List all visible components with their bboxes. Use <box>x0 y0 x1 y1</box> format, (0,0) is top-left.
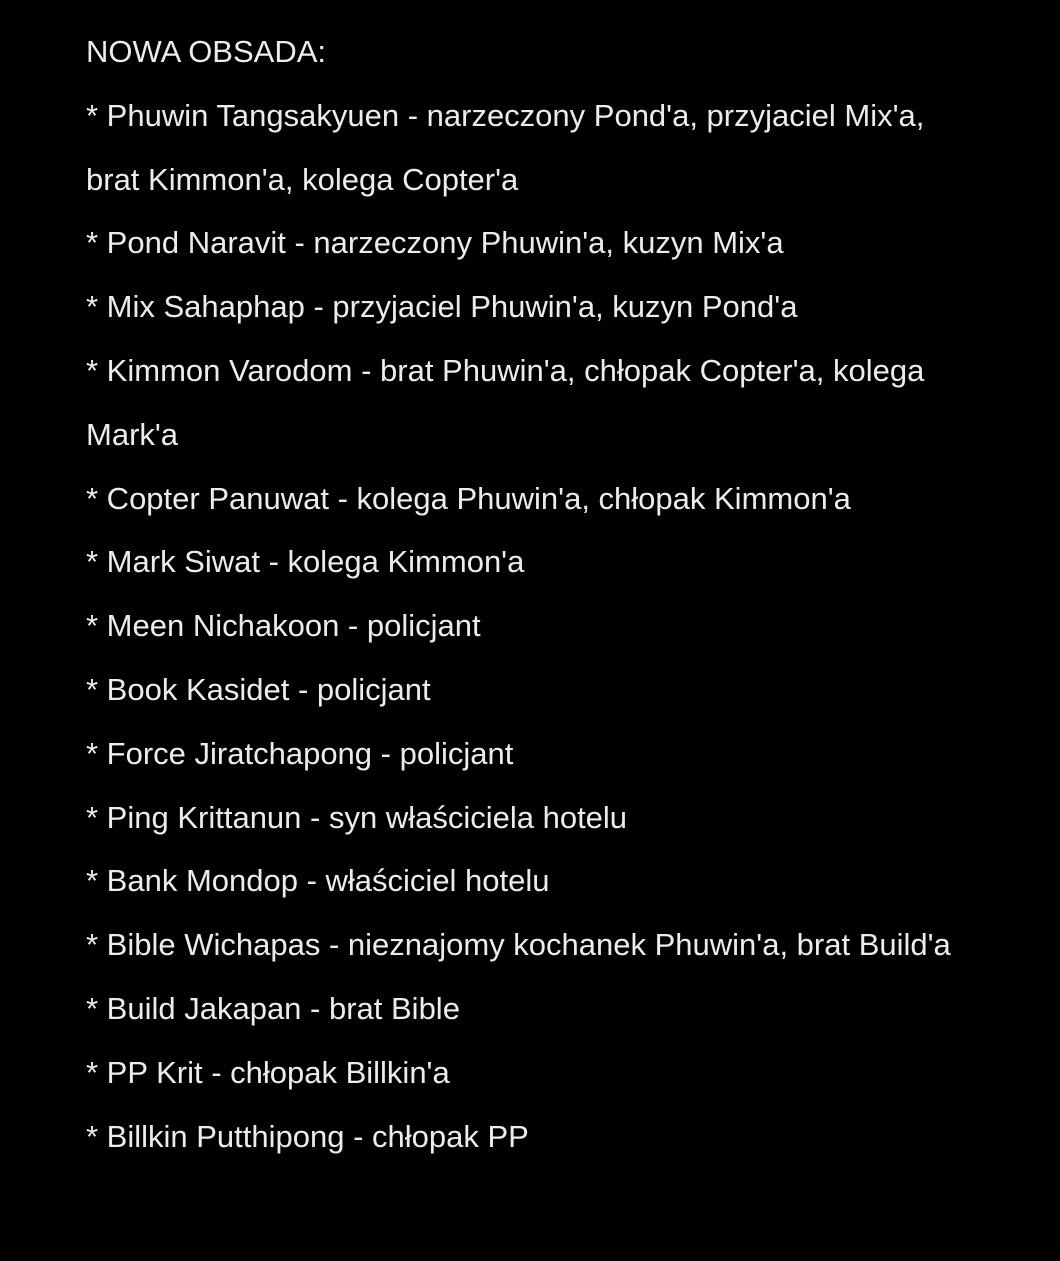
cast-entry-pond: * Pond Naravit - narzeczony Phuwin'a, kuzyn Mix'a <box>86 225 784 261</box>
cast-entry-book: * Book Kasidet - policjant <box>86 671 431 707</box>
cast-entry-copter: * Copter Panuwat - kolega Phuwin'a, chłopak Kimmon'a <box>86 480 851 516</box>
cast-entry-phuwin: * Phuwin Tangsakyuen - narzeczony Pond'a, przyjaciel Mix'a, brat Kimmon'a, kolega Copter'a <box>86 97 925 197</box>
cast-entry-meen: * Meen Nichakoon - policjant <box>86 608 481 644</box>
cast-entry-bible: * Bible Wichapas - nieznajomy kochanek Phuwin'a, brat Build'a <box>86 927 951 963</box>
cast-entry-build: * Build Jakapan - brat Bible <box>86 990 460 1026</box>
note-heading: NOWA OBSADA: <box>86 34 327 69</box>
cast-entry-mix: * Mix Sahaphap - przyjaciel Phuwin'a, kuzyn Pond'a <box>86 289 798 325</box>
cast-note <box>86 20 976 1168</box>
cast-entry-bank: * Bank Mondop - właściciel hotelu <box>86 863 550 899</box>
cast-entry-ping: * Ping Krittanun - syn właściciela hotelu <box>86 799 628 835</box>
cast-entry-force: * Force Jiratchapong - policjant <box>86 735 514 771</box>
cast-entry-kimmon: * Kimmon Varodom - brat Phuwin'a, chłopak Copter'a, kolega Mark'a <box>86 352 925 452</box>
cast-entry-billkin: * Billkin Putthipong - chłopak PP <box>86 1118 529 1154</box>
cast-entry-pp: * PP Krit - chłopak Billkin'a <box>86 1054 450 1090</box>
cast-entry-mark: * Mark Siwat - kolega Kimmon'a <box>86 544 525 580</box>
